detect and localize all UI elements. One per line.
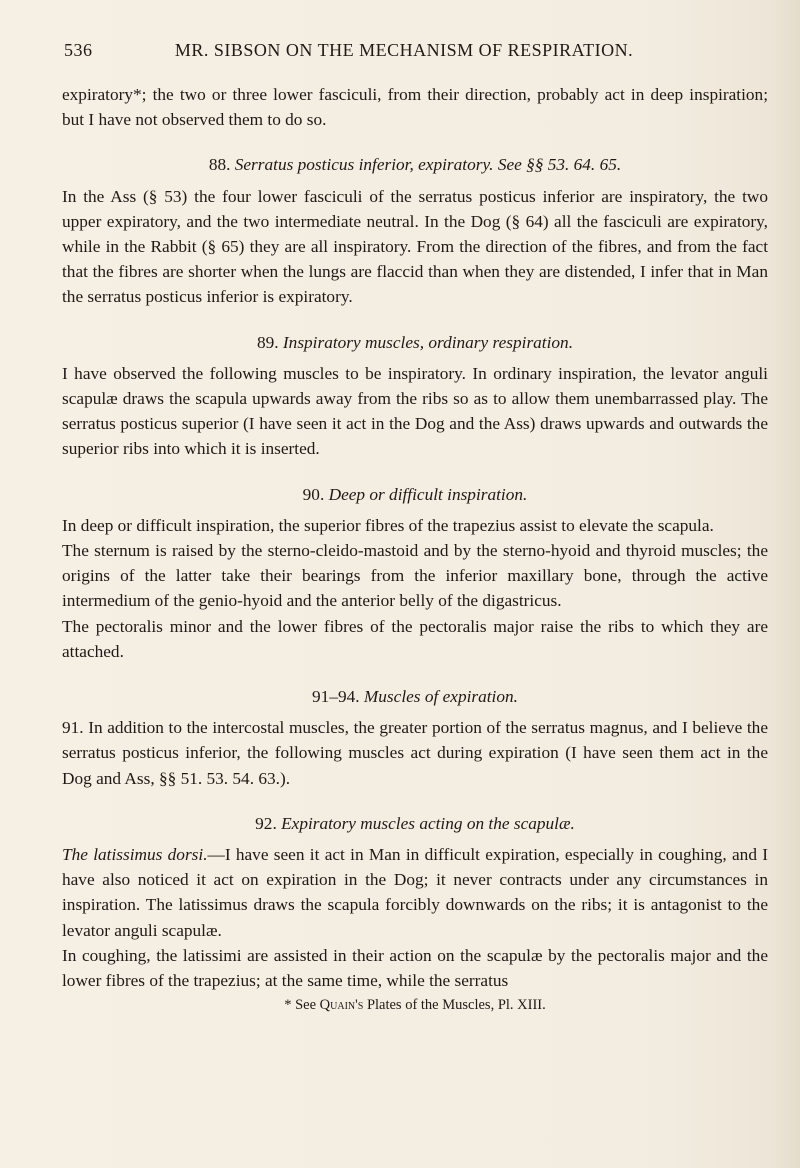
paragraph-text: —I have seen it act in Man in difficult expiration, especially in coughing, and I have also noticed it act on expiration in the Dog; it never contracts under any circumstances in inspiration. The latissimus draws the scapula forcibly downwards on the ribs; it is antagonist to the levator anguli scapulæ. (62, 845, 769, 940)
section-title: Expiratory muscles acting on the scapulæ. (281, 813, 575, 833)
section-see-also: See §§ 53. 64. 65. (497, 155, 622, 175)
paragraph-92b: In coughing, the latissimi are assisted in their action on the scapulæ by the pectoralis major and the lower fibres of the trapezius; at the same time, while the serratus (62, 945, 768, 991)
footnote-text: Plates of the Muscles, Pl. XIII. (366, 997, 546, 1014)
section-number: 89. (256, 332, 279, 352)
section-number: 92. (255, 813, 277, 833)
section-heading-91-94 (62, 684, 768, 709)
paragraph-91: 91. In addition to the intercostal muscles, the greater portion of the serratus magnus, and I believe the serratus posticus inferior, the following muscles act during expiration (I have seen them act in the Dog and Ass, §§ 51. 53. 54. 63.). (62, 718, 768, 788)
running-title: MR. SIBSON ON THE MECHANISM OF RESPIRATION. (174, 40, 634, 60)
paragraph-88: In the Ass (§ 53) the four lower fasciculi of the serratus posticus inferior are inspiratory, the two upper expiratory, and the two intermediate neutral. In the Dog (§ 64) all the fasciculi are expiratory, while in the Rabbit (§ 65) they are all inspiratory. From the direction of the fibres, and from the fact that the fibres are shorter when the lungs are flaccid than when they are distended, I infer that in Man the serratus posticus inferior is expiratory. (62, 186, 768, 307)
footnote-marker: * See (284, 997, 317, 1014)
paragraph-continuation: expiratory*; the two or three lower fasciculi, from their direction, probably act in deep inspiration; but I have not observed them to do so. (62, 85, 768, 130)
section-title: Muscles of expiration. (363, 687, 518, 707)
section-title: Deep or difficult inspiration. (328, 484, 528, 504)
footnote (62, 995, 768, 1015)
section-heading-90 (62, 482, 768, 507)
page-header (64, 40, 744, 70)
section-number: 91–94. (312, 687, 360, 707)
page-body (62, 82, 768, 1015)
paragraph-90c: The pectoralis minor and the lower fibres of the pectoralis major raise the ribs to which they are attached. (62, 616, 768, 661)
section-heading-88 (62, 152, 768, 177)
section-title: Inspiratory muscles, ordinary respiration. (282, 332, 574, 352)
section-heading-89 (62, 330, 768, 355)
paragraph-lead: The latissimus dorsi. (62, 845, 208, 865)
paragraph-90b: The sternum is raised by the sterno-cleido-mastoid and by the sterno-hyoid and thyroid muscles; the origins of the latter take their bearings from the inferior maxillary bone, through the active intermedium of the genio-hyoid and the anterior belly of the digastricus. (62, 541, 768, 611)
page-number: 536 (64, 40, 93, 60)
section-title: Serratus posticus inferior, expiratory. (234, 155, 494, 175)
section-number: 88. (208, 155, 231, 175)
paragraph-90a: In deep or difficult inspiration, the superior fibres of the trapezius assist to elevate the scapula. (62, 515, 714, 535)
paragraph-89: I have observed the following muscles to be inspiratory. In ordinary inspiration, the levator anguli scapulæ draws the scapula upwards away from the ribs so as to allow them unembarrassed play. The serratus posticus superior (I have seen it act in the Dog and the Ass) draws upwards and outwards the superior ribs into which it is inserted. (62, 363, 768, 459)
paragraph-92a (62, 842, 768, 943)
footnote-author: Quain's (319, 997, 364, 1014)
section-number: 90. (302, 484, 325, 504)
section-heading-92 (62, 811, 768, 836)
